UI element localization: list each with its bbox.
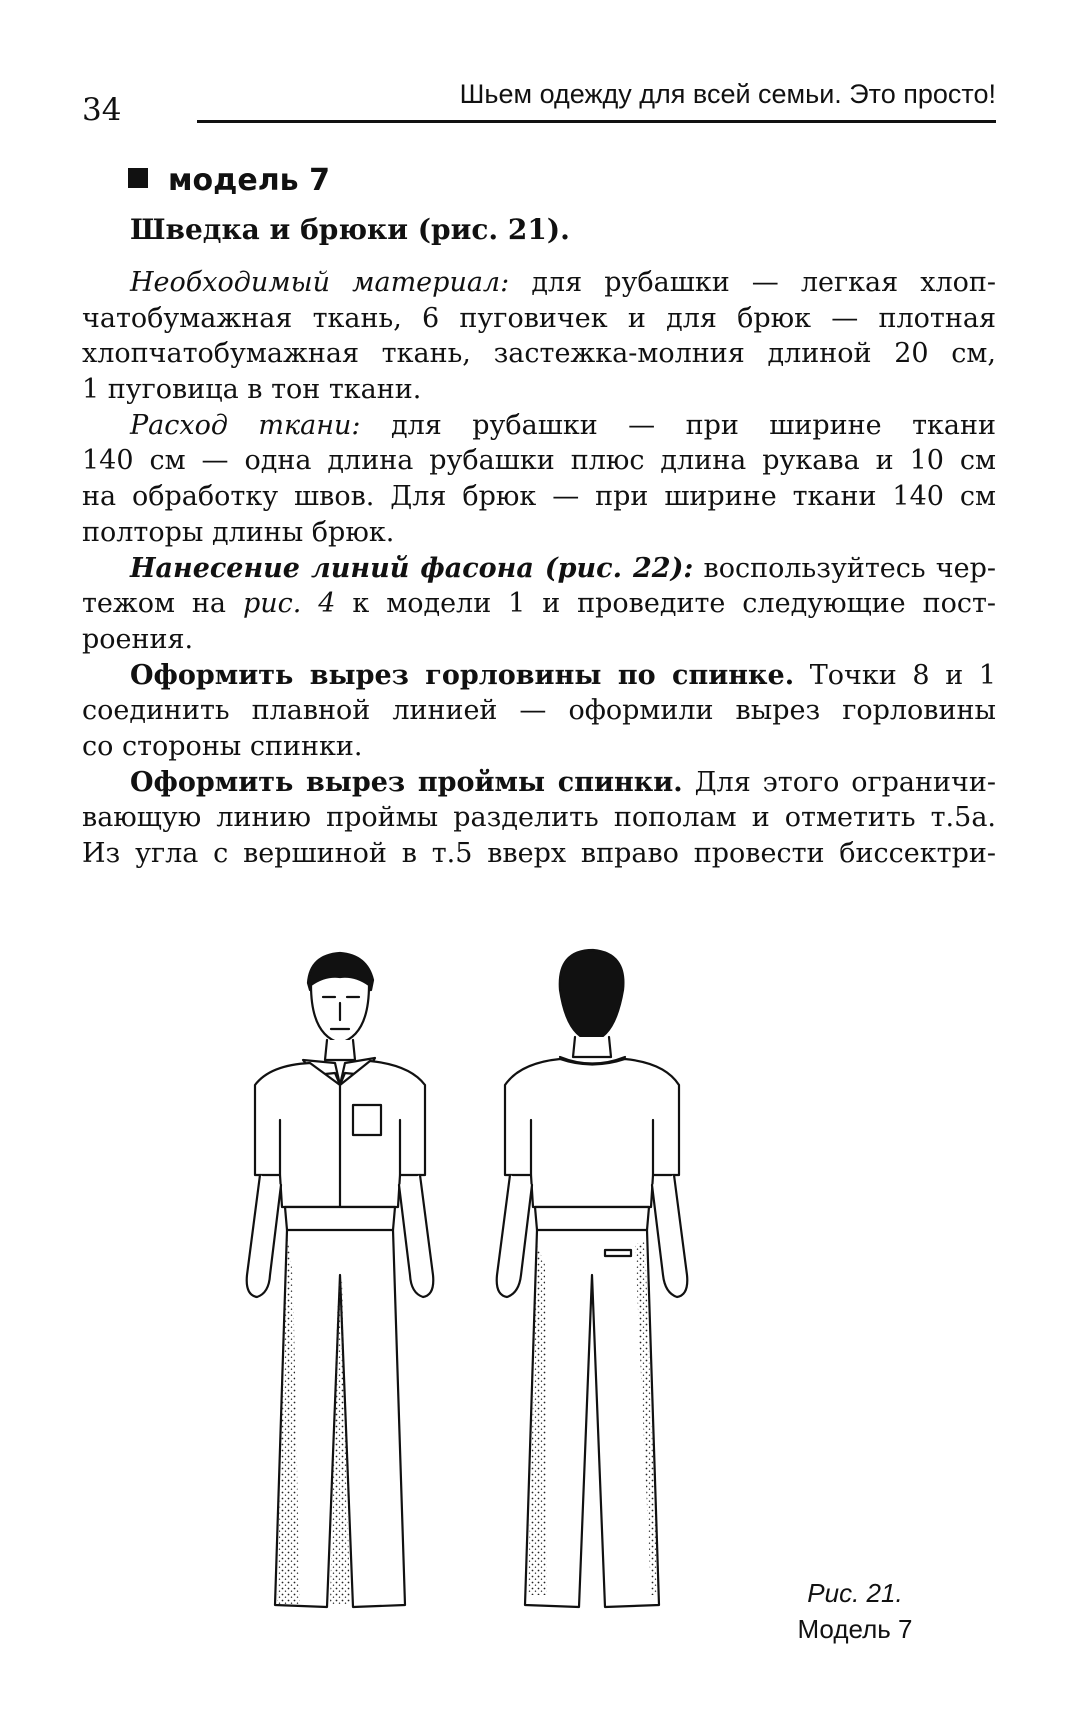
text-line: хлопчатобумажная ткань, застежка-молния длиной 20 см, [82, 338, 996, 370]
running-title: Шьем одежду для всей семьи. Это просто! [459, 79, 996, 109]
section-heading [128, 163, 330, 198]
header-rule [197, 120, 996, 123]
text-line [82, 765, 996, 801]
term-label: Оформить вырез горловины по спинке. [130, 659, 795, 691]
section-title: модель 7 [168, 163, 330, 198]
body-text [82, 265, 996, 872]
figure-caption [770, 1575, 940, 1647]
figure-number: Рис. 21. [807, 1578, 903, 1608]
term-label: Необходимый материал: [130, 267, 510, 298]
text-span: для рубашки — легкая хлоп- [531, 267, 996, 298]
term-label: Нанесение линий фасона (рис. 22): [130, 552, 694, 584]
text-line [82, 658, 996, 694]
text-span: Для этого ограничи- [694, 766, 996, 798]
figure-title: Модель 7 [797, 1614, 913, 1644]
text-span: воспользуйтесь чер- [703, 552, 996, 584]
figure-illustration [215, 945, 745, 1620]
page-number: 34 [82, 92, 122, 128]
text-line: соединить плавной линией — оформили вырез горловины [82, 695, 996, 727]
text-span: Точки 8 и 1 [809, 659, 996, 691]
text-span: тежом на [82, 588, 227, 620]
text-line: полторы длины брюк. [82, 516, 395, 548]
text-line [82, 586, 996, 622]
text-line: вающую линию проймы разделить пополам и отметить т.5а. [82, 802, 996, 834]
text-line: Из угла с вершиной в т.5 вверх вправо провести биссектри- [82, 838, 996, 869]
text-line: роения. [82, 623, 194, 655]
text-line: на обработку швов. Для брюк — при ширине ткани 140 см [82, 481, 996, 513]
text-line [82, 408, 996, 444]
text-span: для рубашки — при ширине ткани [390, 409, 996, 441]
model-subtitle: Шведка и брюки (рис. 21). [130, 213, 570, 246]
section-bullet [128, 168, 148, 188]
figure-reference: рис. 4 [242, 588, 336, 620]
text-line [82, 265, 996, 301]
text-line: со стороны спинки. [82, 730, 363, 762]
back-figure [497, 950, 688, 1607]
text-span: к модели 1 и проведите следующие пост- [352, 588, 997, 620]
term-label: Расход ткани: [130, 409, 361, 441]
text-line: чатобумажная ткань, 6 пуговичек и для брюк — плотная [82, 302, 996, 334]
front-figure [247, 953, 434, 1607]
term-label: Оформить вырез проймы спинки. [130, 766, 683, 798]
text-line [82, 551, 996, 587]
text-line: 1 пуговица в тон ткани. [82, 374, 422, 406]
text-line: 140 см — одна длина рубашки плюс длина рукава и 10 см [82, 445, 996, 477]
